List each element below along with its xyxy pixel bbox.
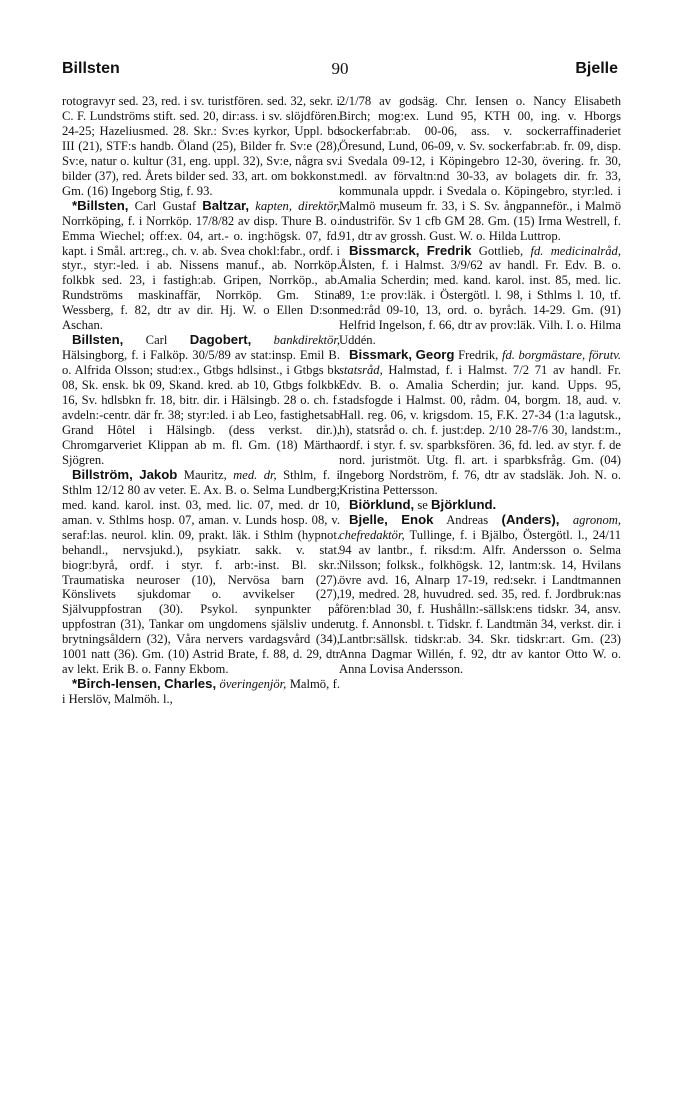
entry-occupation: överingenjör,	[216, 677, 287, 692]
entry-bjelle-enok	[339, 513, 621, 677]
entry-forenames	[388, 513, 401, 527]
entry-occupation: fd. medicinalråd,	[523, 243, 622, 258]
entry-text: Tullinge, f. i Bjälbo, Östergötl. l., 24/11 94 av lantbr., f. riksd:m. Alfr. Andersson o. Selma Nilsson; folksk., folkhögsk. 12, lantm:sk. 14, Hvilans övre avd. 16, Alnarp 17-19, red:sekr. i Landtmannen 19, medred. 28, huvudred. sed. 35, red. f. Jordbruk:nas fören:blad 30, f. Hushålln:-sällsk:ens tidskr. 34, ansv. utg. f. Annonsbl. t. Tidskr. f. Landtmän 34, verkst. dir. i Lantbr:sällsk. tidskr:ab. 34. Skr. tidskr:art. Gm. (23) Anna Dagmar Willén, f. 92, dtr av kantor Otto W. o. Anna Lovisa Andersson.	[339, 527, 621, 677]
entry-text: 2/1/78 av godsäg. Chr. Iensen o. Nancy Elisabeth Birch; mog:ex. Lund 95, KTH 00, ing. v. Hborgs sockerfabr:ab. 00-06, ass. v. sockerraffinaderiet Öresund, Lund, 06-09, v. Sv. sockerfabr:ab. fr. 09, disp. i Svedala 09-12, i Köpingebro 12-30, övering. fr. 30, medl. av förvaltn:nd 30-33, av bolagets dir. fr. 33, kommunala uppdr. i Svedala o. Köpingebro, styr:led. i Malmö museum fr. 33, i S. Sv. ångpanneför., i Malmö industriför. Sv 1 cfb GM 28. Gm. (15) Irma Westrell, f. 91, dtr av grossh. Gust. W. o. Hilda Luttrop.	[339, 94, 621, 243]
entry-other-names: Andreas	[433, 512, 502, 527]
entry-headword: Bissmarck,	[349, 242, 420, 258]
running-head-left: Billsten	[62, 60, 120, 77]
entry-continuation	[62, 94, 340, 199]
entry-headword: Billsten,	[72, 332, 124, 348]
entry-occupation: med. dr,	[226, 467, 277, 482]
page-header	[62, 60, 618, 90]
entry-text: Ålsten, f. i Halmst. 3/9/62 av handl. Fr. Edv. B. o. Amalia Scherdin; med. kand. karol. inst. 85, med. lic. 89, 1:e prov:läk. i Östergötl. l. 98, i Sthlms l. 10, tf. med:råd 09-10, 13, ord. o. byråch. 14-29. Gm. (91) Helfrid Ingelson, f. 66, dtr av prov:läk. Vilh. I. o. Hilma Uddén.	[339, 258, 621, 348]
entry-billsten-dagobert	[62, 333, 340, 468]
entry-bissmark-georg	[339, 348, 621, 498]
entry-headword: Bjelle,	[349, 511, 388, 527]
page-number: 90	[331, 59, 349, 78]
entry-headword: *Billsten,	[72, 197, 129, 213]
entry-text: Hälsingborg, f. i Falköp. 30/5/89 av stat:insp. Emil B. o. Alfrida Olsson; stud:ex., Gtbgs hdlsinst., i Gtbgs bk 08, Sk. ensk. bk 09, Skand. kred. ab 10, Gtbgs folkbk 16, Sv. hdlsbkn fr. 18, bitr. dir. i Hälsingb. 28 o. ch. f. avdeln:-centr. där fr. 38; styr:led. i ab Leo, fastighetsab Grand Hôtel i Hälsingb. (dess verkst. dir.), Chromgarveriet Klippan ab m. fl. Gm. (18) Märtha Sjögren.	[62, 348, 340, 467]
left-column	[62, 94, 340, 707]
entry-text: se	[414, 497, 432, 512]
entry-text: Norrköping, f. i Norrköp. 17/8/82 av disp. Thure B. o. Emma Wiechel; off:ex. 04, art.- o. ing:högsk. 07, fd. kapt. i Smål. art:reg., ch. v. ab. Svea chokl:fabr., ordf. i styr., styr:-led. i ab. Nissens manuf., ab. Norrköp. folkbk sed. 23, i fastigh:ab. Gripen, Norrköp., ab. Rundströms maskinaffär, Norrköp. Gm. Stina Wessberg, f. 82, dtr av dir. Hj. W. o Ellen D:son Aschan.	[62, 213, 340, 333]
entry-forenames: Carl	[123, 333, 190, 348]
entry-cross-reference	[339, 498, 621, 513]
entry-given-name: Charles,	[164, 676, 217, 692]
entry-text: Malmö, f. i Herslöv, Malmöh. l.,	[62, 677, 340, 707]
entry-billstrom-jakob	[62, 468, 340, 677]
entry-bissmarck-fredrik	[339, 244, 621, 349]
entry-birch-iensen	[62, 677, 340, 707]
entry-occupation: fd. borgmästare, förutv. statsråd,	[339, 348, 621, 378]
entry-given-name: Jakob	[139, 466, 178, 482]
entry-forenames: Carl Gustaf	[128, 198, 203, 213]
entry-headword: Billström,	[72, 466, 133, 482]
entry-text: Sthlm, f. i Sthlm 12/12 80 av veter. E. Ax. B. o. Selma Lundberg; med. kand. karol. inst. 03, med. lic. 07, med. dr 10, aman. v. Sthlms hosp. 07, aman. v. Lunds hosp. 08, v. seraf:las. neurol. klin. 09, prakt. läk. i Sthlm (hypnot. behandl., nervsjukd.), psykiatr. sakk. v. stat. biogr:byrå, ordf. i styr. f. arb:-inst. Bl. skr.: Traumatiska neuroser (10), Nervösa barn (27). Könslivets sjukdomar o. avvikelser (27), Självuppfostran (30). Psykol. synpunkter på uppfostran (31), Tankar om ungdomens själsliv under brytningsåldern (32), Våra nervers vardagsvård (34), 1001 natt (36). Gm. (10) Astrid Brate, f. 88, d. 29, dtr av lekt. Erik B. o. Fanny Ekbom.	[62, 467, 340, 677]
entry-other-names: Fredrik,	[454, 348, 499, 363]
entry-given-name: Enok	[401, 511, 434, 527]
entry-headword: Bissmark,	[349, 347, 413, 363]
entry-forenames	[419, 244, 426, 258]
entry-occupation: bankdirektör,	[251, 333, 340, 348]
entry-occupation: kapten, direktör,	[249, 198, 341, 213]
right-column	[339, 94, 621, 677]
entry-given-name: Dagobert,	[189, 332, 252, 348]
entry-text: rotogravyr sed. 23, red. i sv. turistfören. sed. 32, sekr. i C. F. Lundströms stift. sed. 20, dir:ass. i sv. slöjdfören. 24-25; Hazeliusmed. 28. Skr.: Sv:es kyrkor, Uppl. bd III (21), STF:s handb. Öland (25), Bilder fr. Sv:e (28), Sv:e, natur o. kultur (31, eng. uppl. 32), Sv:e, några sv. bilder (37), red. Årets bilder sed. 33, art. om bokkonst. Gm. (16) Ingeborg Stig, f. 93.	[62, 94, 340, 198]
entry-given-name: Fredrik	[426, 242, 472, 258]
entry-headword: Biörklund,	[349, 496, 415, 512]
entry-headword: *Birch-Iensen,	[72, 676, 161, 692]
entry-billsten-baltzar	[62, 199, 340, 334]
entry-other-names: Gottlieb,	[471, 243, 524, 258]
entry-continuation	[339, 94, 621, 244]
entry-other-names: Mauritz,	[177, 467, 227, 482]
entry-text: Halmstad, f. i Halmst. 7/2 71 av handl. Fr. Edv. B. o. Amalia Scherdin; jur. kand. Upps. 95, stadsfogde i Halmst. 00, rådm. 04, borgm. 18, aud. v. Hall. reg. 06, v. krigsdom. 15, F.K. 27-34 (1:a lagutsk., h), statsråd o. ch. f. just:dep. 2/10 28-7/6 30, landst:m., ordf. i styr. f. sv. sparbksfören. 36, fd. led. av styr. f. de nord. juristmöt. Utg. fl. art. i sparbksfråg. Gm. (04) Ingeborg Nordström, f. 76, dtr av stadsläk. Joh. N. o. Kristina Pettersson.	[339, 363, 621, 497]
entry-given-name-2: (Anders),	[501, 511, 560, 527]
entry-occupation: agronom, chefredaktör,	[339, 512, 621, 542]
running-head-right: Bjelle	[575, 60, 618, 77]
entry-given-name: Baltzar,	[202, 197, 250, 213]
entry-given-name: Georg	[415, 347, 455, 363]
cross-reference-target: Björklund.	[431, 496, 497, 512]
